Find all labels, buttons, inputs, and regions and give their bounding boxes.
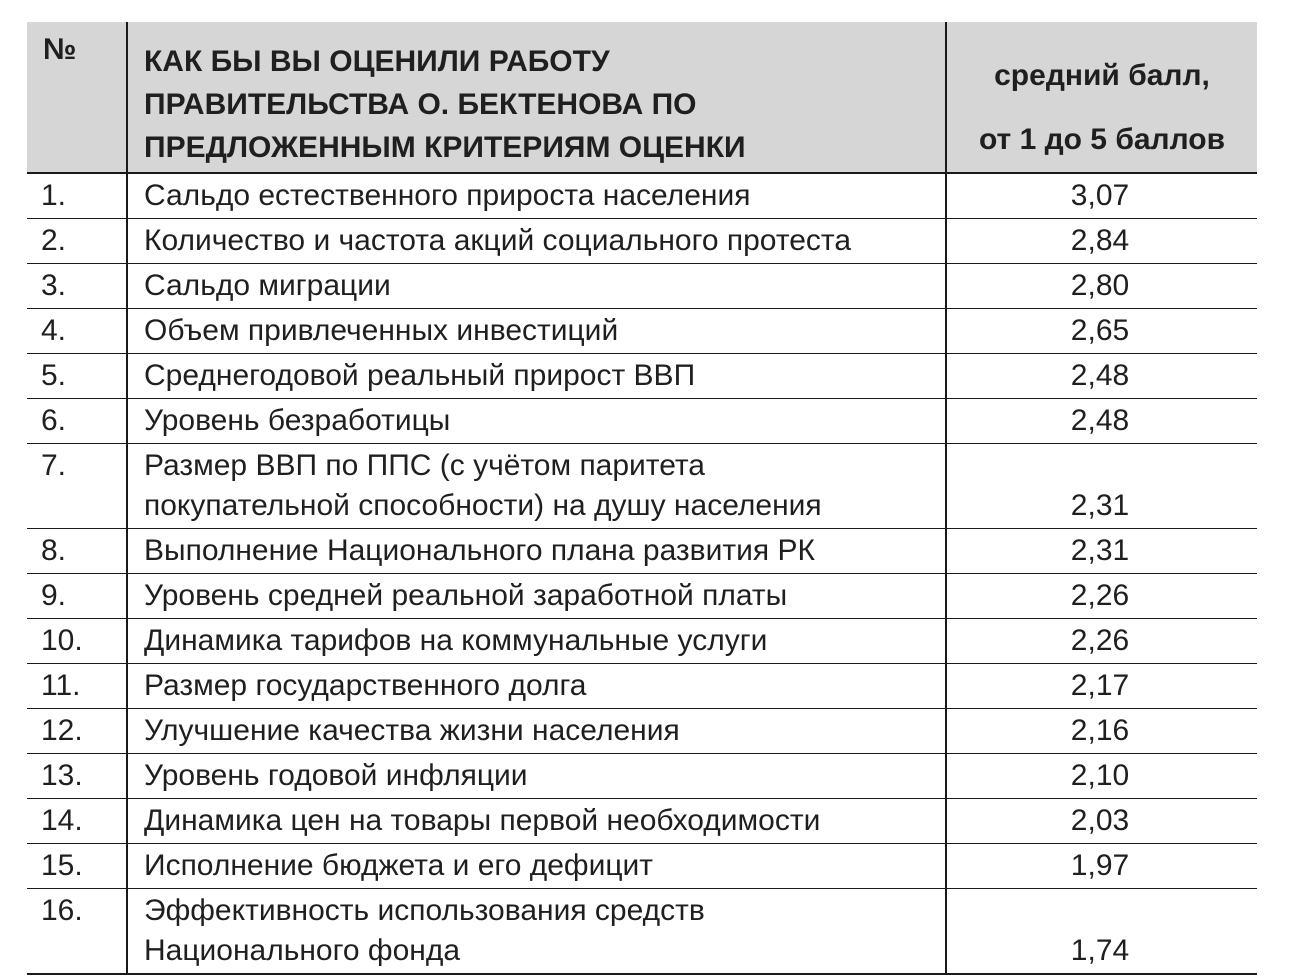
row-criterion-line: Национального фонда bbox=[144, 934, 461, 967]
row-criterion bbox=[127, 219, 946, 264]
table-row bbox=[27, 664, 1257, 709]
row-number: 3. bbox=[27, 264, 127, 309]
row-criterion bbox=[127, 354, 946, 399]
row-number: 10. bbox=[27, 619, 127, 664]
row-criterion-line: Размер ВВП по ППС (с учётом паритета bbox=[144, 449, 705, 482]
row-number: 2. bbox=[27, 219, 127, 264]
row-criterion bbox=[127, 444, 946, 529]
row-score: 2,03 bbox=[946, 799, 1257, 844]
row-score: 2,26 bbox=[946, 574, 1257, 619]
row-criterion bbox=[127, 844, 946, 889]
table-row bbox=[27, 219, 1257, 264]
row-number: 1. bbox=[27, 173, 127, 219]
table-row bbox=[27, 799, 1257, 844]
row-criterion-line: Улучшение качества жизни населения bbox=[144, 714, 680, 747]
row-criterion-line: Размер государственного долга bbox=[144, 669, 587, 702]
row-criterion-line: Динамика цен на товары первой необходимости bbox=[144, 804, 821, 837]
table-header bbox=[27, 22, 1257, 173]
row-number: 11. bbox=[27, 664, 127, 709]
row-number: 9. bbox=[27, 574, 127, 619]
header-criteria-line: ПРЕДЛОЖЕННЫМ КРИТЕРИЯМ ОЦЕНКИ bbox=[144, 131, 746, 164]
row-criterion bbox=[127, 664, 946, 709]
table-row bbox=[27, 619, 1257, 664]
table-row bbox=[27, 399, 1257, 444]
row-score: 2,65 bbox=[946, 309, 1257, 354]
row-score: 2,26 bbox=[946, 619, 1257, 664]
row-score: 2,48 bbox=[946, 399, 1257, 444]
row-criterion bbox=[127, 709, 946, 754]
row-score: 2,80 bbox=[946, 264, 1257, 309]
header-criteria bbox=[127, 22, 946, 173]
row-number: 6. bbox=[27, 399, 127, 444]
row-score: 2,17 bbox=[946, 664, 1257, 709]
row-number: 4. bbox=[27, 309, 127, 354]
table-row bbox=[27, 264, 1257, 309]
row-score: 1,74 bbox=[946, 889, 1257, 975]
row-number: 8. bbox=[27, 529, 127, 574]
row-score: 3,07 bbox=[946, 173, 1257, 219]
table-row bbox=[27, 754, 1257, 799]
row-number: 16. bbox=[27, 889, 127, 975]
row-number: 13. bbox=[27, 754, 127, 799]
row-criterion-line: Уровень безработицы bbox=[144, 404, 451, 437]
rating-table bbox=[27, 22, 1257, 975]
header-score bbox=[946, 22, 1257, 173]
row-score: 2,10 bbox=[946, 754, 1257, 799]
row-criterion-line: Выполнение Национального плана развития РК bbox=[144, 534, 815, 567]
table-row bbox=[27, 309, 1257, 354]
row-criterion-line: Среднегодовой реальный прирост ВВП bbox=[144, 359, 696, 392]
row-criterion bbox=[127, 889, 946, 975]
row-criterion-line: Сальдо естественного прироста населения bbox=[144, 179, 751, 212]
row-score: 2,16 bbox=[946, 709, 1257, 754]
header-number: № bbox=[27, 22, 127, 173]
row-number: 14. bbox=[27, 799, 127, 844]
header-row bbox=[27, 22, 1257, 173]
table-row bbox=[27, 444, 1257, 529]
row-criterion bbox=[127, 173, 946, 219]
row-score: 2,31 bbox=[946, 444, 1257, 529]
row-criterion-line: Объем привлеченных инвестиций bbox=[144, 314, 619, 347]
row-criterion-line: Эффективность использования средств bbox=[144, 894, 705, 927]
row-number: 7. bbox=[27, 444, 127, 529]
row-score: 1,97 bbox=[946, 844, 1257, 889]
row-criterion bbox=[127, 399, 946, 444]
row-criterion-line: Уровень средней реальной заработной платы bbox=[144, 579, 788, 612]
row-criterion bbox=[127, 529, 946, 574]
row-criterion bbox=[127, 309, 946, 354]
table-row bbox=[27, 574, 1257, 619]
table-body bbox=[27, 173, 1257, 974]
row-criterion-line: Сальдо миграции bbox=[144, 269, 391, 302]
row-criterion bbox=[127, 754, 946, 799]
row-score: 2,84 bbox=[946, 219, 1257, 264]
table-row bbox=[27, 529, 1257, 574]
row-score: 2,48 bbox=[946, 354, 1257, 399]
row-number: 12. bbox=[27, 709, 127, 754]
row-score: 2,31 bbox=[946, 529, 1257, 574]
row-criterion-line: покупательной способности) на душу населения bbox=[144, 489, 822, 522]
table-row bbox=[27, 889, 1257, 975]
table-row bbox=[27, 354, 1257, 399]
table-row bbox=[27, 844, 1257, 889]
header-criteria-line: ПРАВИТЕЛЬСТВА О. БЕКТЕНОВА ПО bbox=[144, 88, 697, 121]
row-criterion-line: Количество и частота акций социального протеста bbox=[144, 224, 852, 257]
header-criteria-line: КАК БЫ ВЫ ОЦЕНИЛИ РАБОТУ bbox=[144, 45, 610, 78]
table-row bbox=[27, 709, 1257, 754]
row-number: 5. bbox=[27, 354, 127, 399]
row-criterion-line: Исполнение бюджета и его дефицит bbox=[144, 849, 654, 882]
row-criterion-line: Динамика тарифов на коммунальные услуги bbox=[144, 624, 768, 657]
row-criterion bbox=[127, 264, 946, 309]
table-row bbox=[27, 173, 1257, 219]
header-score-line: от 1 до 5 баллов bbox=[978, 123, 1226, 156]
header-score-line: средний балл, bbox=[994, 59, 1210, 92]
row-criterion bbox=[127, 619, 946, 664]
row-criterion-line: Уровень годовой инфляции bbox=[144, 759, 528, 792]
row-number: 15. bbox=[27, 844, 127, 889]
row-criterion bbox=[127, 799, 946, 844]
row-criterion bbox=[127, 574, 946, 619]
